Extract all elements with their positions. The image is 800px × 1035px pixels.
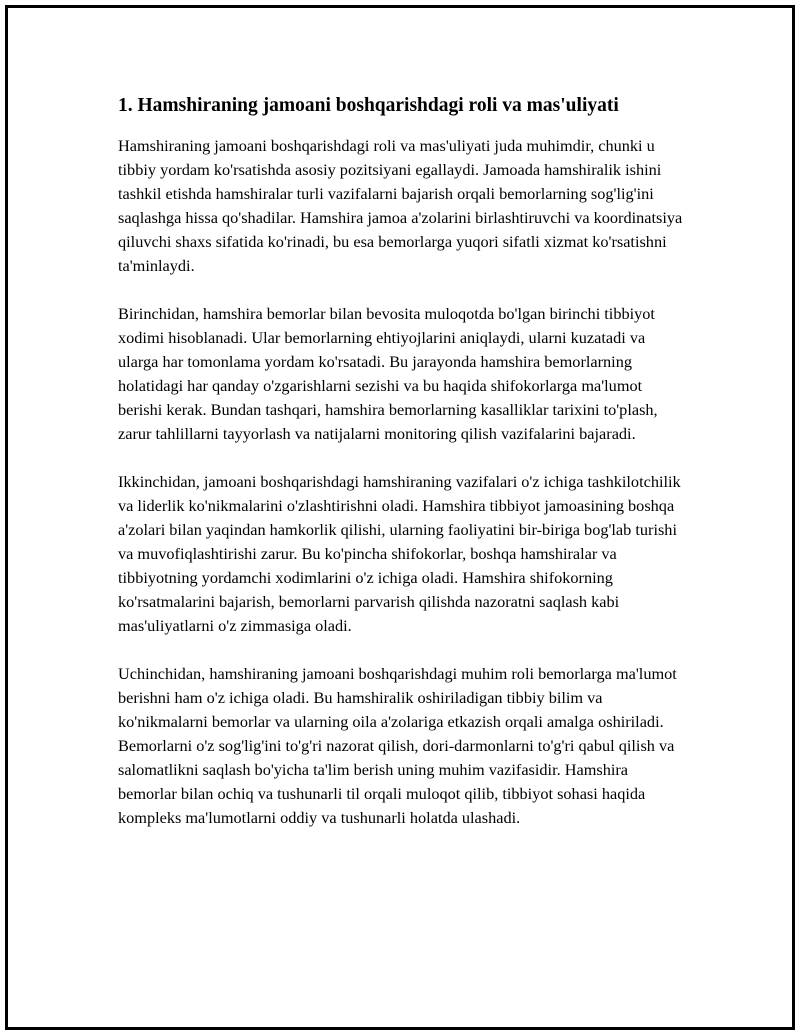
paragraph-first-point: Birinchidan, hamshira bemorlar bilan bevosita muloqotda bo'lgan birinchi tibbiyot xodimi hisoblanadi. Ular bemorlarning ehtiyojlarini aniqlaydi, ularni kuzatadi va ularga har tomonlama yordam ko'rsatadi. Bu jarayonda hamshira bemorlarning holatidagi har qanday o'zgarishlarni sezishi va bu haqida shifokorlarga ma'lumot berishi kerak. Bundan tashqari, hamshira bemorlarning kasalliklar tarixini to'plash, zarur tahlillarni tayyorlash va natijalarni monitoring qilish vazifalarini bajaradi. (118, 304, 658, 443)
section-title: 1. Hamshiraning jamoani boshqarishdagi roli va mas'uliyati (118, 95, 619, 116)
document-body (118, 94, 688, 854)
paragraph-intro: Hamshiraning jamoani boshqarishdagi roli va mas'uliyati juda muhimdir, chunki u tibbiy yordam ko'rsatishda asosiy pozitsiyani egallaydi. Jamoada hamshiralik ishini tashkil etishda hamshiralar turli vazifalarni bajarish orqali bemorlarning sog'lig'ini saqlashga hissa qo'shadilar. Hamshira jamoa a'zolarini birlashtiruvchi va koordinatsiya qiluvchi shaxs sifatida ko'rinadi, bu esa bemorlarga yuqori sifatli xizmat ko'rsatishni ta'minlaydi. (118, 136, 683, 275)
paragraph-third-point: Uchinchidan, hamshiraning jamoani boshqarishdagi muhim roli bemorlarga ma'lumot berishni ham o'z ichiga oladi. Bu hamshiralik oshiriladigan tibbiy bilim va ko'nikmalarni bemorlar va ularning oila a'zolariga etkazish orqali amalga oshiriladi. Bemorlarni o'z sog'lig'ini to'g'ri nazorat qilish, dori-darmonlarni to'g'ri qabul qilish va salomatlikni saqlash bo'yicha ta'lim berish uning muhim vazifasidir. Hamshira bemorlar bilan ochiq va tushunarli til orqali muloqot qilib, tibbiyot sohasi haqida kompleks ma'lumotlarni oddiy va tushunarli holatda ulashadi. (118, 664, 677, 827)
paragraph-second-point: Ikkinchidan, jamoani boshqarishdagi hamshiraning vazifalari o'z ichiga tashkilotchilik va liderlik ko'nikmalarini o'zlashtirishni oladi. Hamshira tibbiyot jamoasining boshqa a'zolari bilan yaqindan hamkorlik qilishi, ularning faoliyatini bir-biriga bog'lab turishi va muvofiqlashtirishi zarur. Bu ko'pincha shifokorlar, boshqa hamshiralar va tibbiyotning yordamchi xodimlarini o'z ichiga oladi. Hamshira shifokorning ko'rsatmalarini bajarish, bemorlarni parvarish qilishda nazoratni saqlash kabi mas'uliyatlarni o'z zimmasiga oladi. (118, 472, 681, 635)
